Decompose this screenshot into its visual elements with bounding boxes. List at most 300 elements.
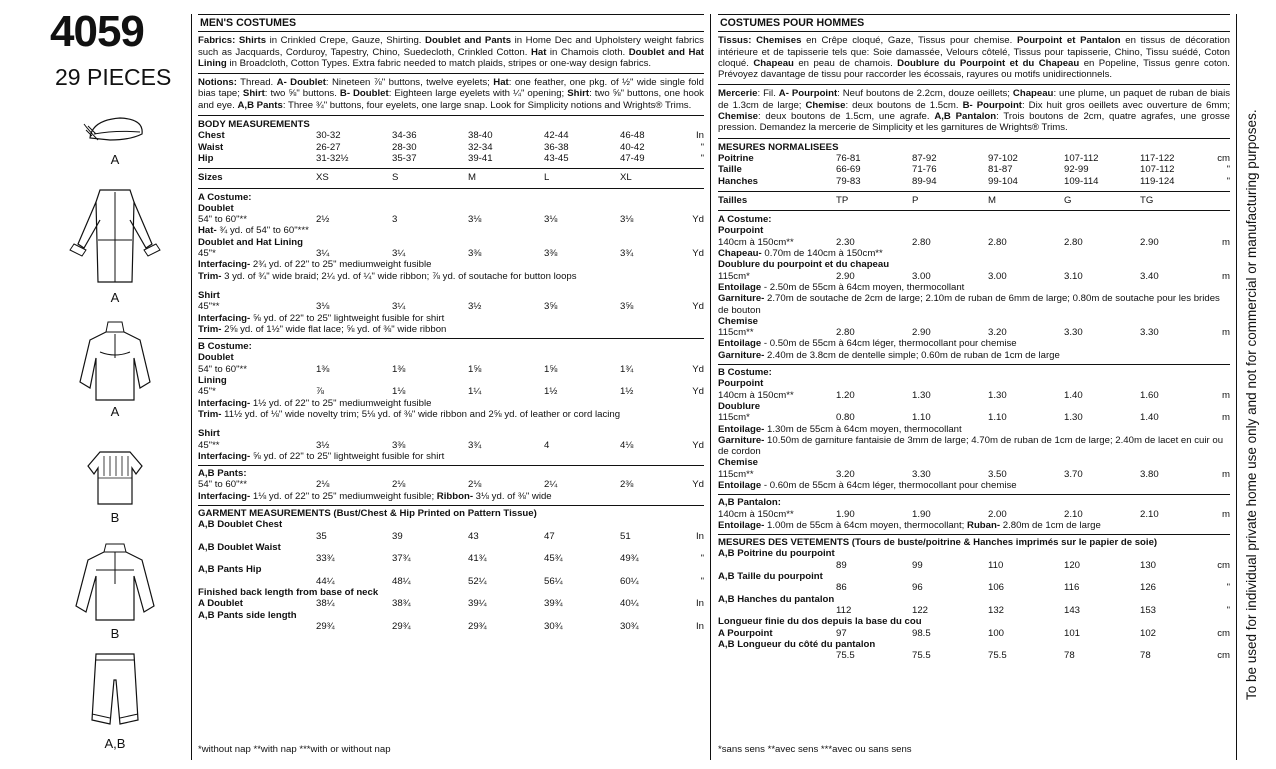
row-heading: Shirt	[198, 428, 220, 440]
note-text: 1.00m de 55cm à 64cm moyen, thermocollant;	[764, 519, 968, 531]
sizes-row	[198, 172, 704, 183]
cell: 1.30	[1064, 412, 1083, 424]
cell: 97	[836, 627, 847, 639]
bold-term: Chapeau	[753, 57, 794, 69]
cell: In	[695, 620, 704, 632]
cell: 3¼	[392, 301, 406, 313]
paragraph-text: en Popeline, Tissus genre coton. Prévoyez davantage de tissu pour raccorder les écossais, rayures ou motifs unidirectionnels.	[718, 57, 1230, 81]
bold-term: Mercerie	[718, 88, 758, 100]
cell: 106	[988, 582, 1005, 594]
row-label: A Pourpoint	[718, 627, 773, 639]
note-term: Garniture-	[718, 349, 765, 361]
note-text: 1½ yd. of 22" to 25" mediumweight fusible	[250, 397, 432, 409]
cell: 1⅜	[392, 363, 406, 375]
cell: 0.80	[836, 412, 855, 424]
row-label	[718, 582, 836, 593]
row-heading: GARMENT MEASUREMENTS (Bust/Chest & Hip Printed on Pattern Tissue)	[198, 507, 537, 519]
cell: "	[700, 553, 704, 565]
cell: 126	[1140, 582, 1157, 594]
cell: 35-37	[392, 152, 417, 164]
cell: 26-27	[316, 141, 341, 153]
row-label: 140cm à 150cm**	[718, 236, 794, 248]
paragraph-text: : two ⅝" buttons, one hook and eye.	[198, 88, 704, 111]
note-text: ⅝ yd. of 22" to 25" lightweight fusible for shirt	[250, 450, 445, 462]
note-term: Entoilage	[718, 281, 762, 293]
row-heading: Pourpoint	[718, 378, 764, 390]
cell: 2.90	[912, 327, 931, 339]
note-term: Trim-	[198, 323, 222, 335]
cell: 3.00	[988, 270, 1007, 282]
note-line	[198, 398, 704, 409]
size-cell: TG	[1140, 194, 1154, 206]
note-term: Entoilage	[718, 479, 762, 491]
cell: 2.30	[836, 236, 855, 248]
cell: cm	[1217, 152, 1230, 164]
cell: 3¾	[620, 248, 634, 260]
shirt-b-vest-illustration	[40, 448, 190, 525]
note-text: 2.80m de 1cm de large	[1000, 519, 1101, 531]
row-heading: Doublure du pourpoint et du chapeau	[718, 259, 890, 271]
cell: 81-87	[988, 164, 1013, 176]
notions-paragraph	[718, 88, 1230, 133]
row-heading: A,B Poitrine du pourpoint	[718, 548, 835, 560]
note-text: 11½ yd. of ⅛" wide novelty trim; 5⅛ yd. of ⅜" wide ribbon and 2⅝ yd. of leather or cord lacing	[221, 408, 621, 420]
note-term: Garniture-	[718, 434, 765, 446]
row-heading: Doublet	[198, 352, 234, 364]
pants-illustration	[40, 650, 190, 751]
sizes-label: Tailles	[718, 194, 748, 206]
cell: 1.30	[988, 389, 1007, 401]
paragraph-text: : Dix huit gros oeillets avec ouverture de 6mm;	[1022, 99, 1230, 111]
cell: 3.10	[1064, 270, 1083, 282]
cell: 3.30	[1064, 327, 1083, 339]
cell: 3½	[316, 439, 330, 451]
bold-term: Shirt	[242, 88, 265, 100]
cell: 34-36	[392, 130, 417, 142]
cell: ⅞	[316, 386, 325, 398]
row-heading: Doublet	[198, 202, 234, 214]
view-label: A	[110, 404, 120, 419]
size-cell: G	[1064, 194, 1072, 206]
cell: 132	[988, 604, 1005, 616]
cell: 92-99	[1064, 164, 1089, 176]
cell: 1.40	[1140, 412, 1159, 424]
cell: cm	[1217, 559, 1230, 571]
note-term: Hat-	[198, 225, 217, 237]
cell: 52¼	[468, 575, 487, 587]
note-line	[198, 225, 704, 236]
cell: 43-45	[544, 152, 569, 164]
cell: 35	[316, 530, 327, 542]
paragraph-text: in Chamois cloth.	[546, 46, 629, 58]
cell: 3.00	[912, 270, 931, 282]
cell: 47	[544, 530, 555, 542]
cell: 3.80	[1140, 468, 1159, 480]
fabrics-paragraph	[718, 35, 1230, 80]
cell: 2.80	[1064, 236, 1083, 248]
body-measurements-title: BODY MEASUREMENTS	[198, 119, 310, 131]
note-line	[718, 424, 1230, 435]
cell: 30¾	[544, 620, 563, 632]
cell: Yd	[692, 386, 704, 398]
cell: 116	[1064, 582, 1080, 594]
note-term: Entoilage-	[718, 519, 765, 531]
row-label: 45"*	[198, 248, 216, 260]
note-text: 1⅛ yd. of 22" to 25" mediumweight fusible;	[250, 490, 437, 502]
cell: 42-44	[544, 130, 569, 142]
cell: 3⅛	[544, 214, 558, 226]
row-label	[718, 650, 836, 661]
cell: 153	[1140, 604, 1157, 616]
paragraph-text: in Crinkled Crepe, Gauze, Shirting.	[266, 35, 426, 47]
view-label: A	[110, 290, 120, 305]
cell: 119-124	[1140, 175, 1175, 187]
cell: 75.5	[988, 650, 1007, 662]
note-line	[718, 520, 1230, 531]
bold-term: Doublure du Pourpoint et du Chapeau	[897, 57, 1080, 69]
cell: 3.30	[1140, 327, 1159, 339]
cell: 79-83	[836, 175, 861, 187]
note-line	[198, 271, 704, 282]
cell: 3⅝	[544, 301, 558, 313]
cell: 43	[468, 530, 479, 542]
cell: 109-114	[1064, 175, 1099, 187]
cell: 2.80	[836, 327, 855, 339]
size-cell: XL	[620, 172, 632, 184]
cell: 46-48	[620, 130, 645, 142]
cell: 36-38	[544, 141, 569, 153]
size-cell: M	[988, 194, 996, 206]
cell: 117-122	[1140, 152, 1175, 164]
row-heading: Doublet and Hat Lining	[198, 236, 303, 248]
cell: 30¾	[620, 620, 639, 632]
cell: 130	[1140, 559, 1157, 571]
note-line	[718, 338, 1230, 349]
cell: m	[1222, 508, 1230, 520]
cell: 1½	[620, 386, 634, 398]
cell: 30-32	[316, 130, 341, 142]
cell: 2.90	[836, 270, 855, 282]
cell: 37¾	[392, 553, 411, 565]
row-label: 115cm*	[718, 412, 750, 424]
cell: 3⅛	[316, 301, 330, 313]
cell: 1.90	[836, 508, 855, 520]
cell: 39¾	[544, 598, 563, 610]
cell: 28-30	[392, 141, 417, 153]
yardage-table	[198, 192, 704, 633]
row-heading: A,B Pantalon:	[718, 497, 781, 509]
section-title: MEN'S COSTUMES	[198, 14, 704, 32]
cell: 101	[1064, 627, 1081, 639]
row-label	[198, 553, 316, 564]
bold-term: Fabrics: Shirts	[198, 35, 267, 47]
cell: 48¼	[392, 575, 411, 587]
row-heading: MESURES DES VETEMENTS (Tours de buste/poitrine & Hanches imprimés sur le papier de soie)	[718, 537, 1158, 549]
cell: 2¼	[544, 479, 558, 491]
bold-term: Chapeau	[1012, 88, 1054, 100]
cell: 38¾	[392, 598, 411, 610]
row-heading: A,B Pants side length	[198, 609, 297, 621]
row-heading: A,B Taille du pourpoint	[718, 571, 823, 583]
cell: 29¾	[468, 620, 487, 632]
cell: 87-92	[912, 152, 937, 164]
bold-term: Chemise	[718, 111, 758, 123]
row-label: 140cm à 150cm**	[718, 389, 794, 401]
shirt-b-illustration	[40, 540, 190, 641]
usage-note: To be used for individual private home use only and not for commercial or manufacturing purposes.	[1244, 109, 1259, 700]
bold-term: B- Pourpoint	[962, 99, 1022, 111]
cell: 1.40	[1064, 389, 1083, 401]
cell: 96	[912, 582, 923, 594]
cell: 38-40	[468, 130, 493, 142]
cell: 45¾	[544, 553, 563, 565]
view-label: A	[110, 152, 120, 167]
note-text: - 2.50m de 55cm à 64cm moyen, thermocollant	[761, 281, 965, 293]
row-heading: B Costume:	[718, 367, 772, 379]
cell: "	[700, 152, 704, 164]
paragraph-text: en tissus de décoration intérieure et de tapisserie tels que: Soie damassée, Velours côtelé, Tissus pour tapisserie, Chino, Tissu suédé, Coton cloqué.	[718, 35, 1230, 69]
cell: In	[695, 530, 704, 542]
note-text: 2¾ yd. of 22" to 25" mediumweight fusible	[250, 259, 432, 271]
note-term: Ribbon-	[436, 490, 474, 502]
cell: 3.20	[988, 327, 1007, 339]
row-label: 140cm à 150cm**	[718, 508, 794, 520]
cell: 3¼	[316, 248, 330, 260]
body-measurements-table	[198, 119, 704, 164]
sizes-row	[718, 195, 1230, 206]
row-heading: A,B Pants Hip	[198, 564, 262, 576]
french-column	[718, 14, 1230, 661]
row-heading: A Costume:	[718, 214, 772, 226]
notions-paragraph	[198, 77, 704, 111]
paragraph-text: in Home Dec and Upholstery weight fabrics such as Jacquards, Corduroy, Tapestry, Chino, Suedecloth, Crinkled Cotton.	[198, 35, 704, 58]
row-label: Chest	[198, 130, 225, 142]
hat-illustration	[40, 110, 190, 167]
cell: m	[1222, 412, 1230, 424]
cell: 122	[912, 604, 929, 616]
note-term: Interfacing-	[198, 312, 251, 324]
row-heading: A Costume:	[198, 191, 252, 203]
row-label: Waist	[198, 141, 224, 153]
section-title: COSTUMES POUR HOMMES	[718, 14, 1230, 32]
cell: 1.10	[912, 412, 931, 424]
paragraph-text: : Nineteen ⅞" buttons, twelve eyelets;	[325, 77, 494, 89]
cell: m	[1222, 468, 1230, 480]
cell: 3⅜	[392, 439, 406, 451]
paragraph-text: : Trois boutons de 2cm, quatre agrafes, une grosse pression. Demandez la mercerie de Simplicity et les garnitures de Wrights® Trims.	[718, 111, 1231, 134]
cell: 40¼	[620, 598, 639, 610]
cell: 3¾	[468, 439, 482, 451]
note-line	[718, 435, 1230, 458]
cell: 75.5	[836, 650, 855, 662]
row-heading: A,B Doublet Waist	[198, 541, 281, 553]
cell: 100	[988, 627, 1005, 639]
cell: cm	[1217, 650, 1230, 662]
english-column	[198, 14, 704, 632]
bold-term: A,B Pants	[237, 99, 283, 111]
paragraph-text: : deux boutons de 1.5cm.	[845, 99, 963, 111]
cell: 33¾	[316, 553, 335, 565]
shirt-a-illustration	[40, 318, 190, 419]
cell: 32-34	[468, 141, 493, 153]
cell: 3.50	[988, 468, 1007, 480]
paragraph-text: Thread.	[236, 77, 277, 89]
note-term: Ruban-	[967, 519, 1001, 531]
row-label	[198, 576, 316, 587]
note-term: Trim-	[198, 270, 222, 282]
size-cell: L	[544, 172, 550, 184]
cell: 102	[1140, 627, 1157, 639]
cell: 51	[620, 530, 631, 542]
note-text: 2.70m de soutache de 2cm de large; 2.10m de ruban de 6mm de large; 0.80m de soutache pour les brides de bouton	[718, 293, 1220, 316]
row-label: 45"*	[198, 386, 216, 398]
cell: "	[1226, 164, 1230, 176]
cell: In	[695, 130, 704, 142]
size-cell: M	[468, 172, 476, 184]
note-text: - 0.50m de 55cm à 64cm léger, thermocollant pour chemise	[761, 338, 1017, 350]
cell: "	[1226, 582, 1230, 594]
cell: 3⅜	[544, 248, 558, 260]
row-label	[198, 621, 316, 632]
cell: 143	[1064, 604, 1081, 616]
paragraph-text: : Neuf boutons de 2.2cm, douze oeillets;	[837, 88, 1013, 100]
cell: 4	[544, 439, 550, 451]
cell: 2⅜	[620, 479, 634, 491]
cell: 2⅛	[316, 479, 330, 491]
cell: 98.5	[912, 627, 931, 639]
row-label: 54" to 60"**	[198, 363, 247, 375]
bold-term: Doublet and Pants	[425, 35, 512, 47]
row-label	[718, 605, 836, 616]
row-heading: Doublure	[718, 400, 761, 412]
cell: 3.70	[1064, 468, 1083, 480]
cell: 39-41	[468, 152, 493, 164]
view-label: A,B	[104, 736, 126, 751]
fabrics-paragraph	[198, 35, 704, 69]
note-term: Interfacing-	[198, 450, 251, 462]
note-line	[718, 282, 1230, 293]
note-term: Interfacing-	[198, 490, 251, 502]
row-label: 115cm**	[718, 468, 754, 480]
bold-term: Hat	[493, 77, 509, 89]
cell: 78	[1140, 650, 1151, 662]
note-line	[718, 293, 1230, 316]
note-text: 10.50m de garniture fantaisie de 3mm de large; 4.70m de ruban de 1cm de large; 2.40m de lacet en cuir ou de cordon	[718, 434, 1224, 458]
cell: 120	[1064, 559, 1081, 571]
row-label: 45"**	[198, 301, 220, 313]
cell: 2⅛	[392, 479, 406, 491]
bold-term: A- Pourpoint	[778, 88, 838, 100]
row-label: 54" to 60"**	[198, 479, 247, 491]
cell: 2.90	[1140, 236, 1159, 248]
bold-term: B- Doublet	[339, 88, 389, 100]
cell: 47-49	[620, 152, 645, 164]
cell: 1.30	[912, 389, 931, 401]
view-label: B	[110, 626, 120, 641]
note-line	[718, 248, 1230, 259]
note-line	[198, 409, 704, 420]
body-measurements-title: MESURES NORMALISEES	[718, 141, 839, 153]
note-text: 2⅝ yd. of 1½" wide flat lace; ⅝ yd. of ⅜" wide ribbon	[221, 323, 447, 335]
note-line	[718, 480, 1230, 491]
cell: 112	[836, 604, 852, 616]
row-label: Hanches	[718, 175, 758, 187]
cell: "	[1226, 604, 1230, 616]
cell: 71-76	[912, 164, 937, 176]
cell: m	[1222, 327, 1230, 339]
cell: In	[695, 598, 704, 610]
note-text: ⅝ yd. of 22" to 25" lightweight fusible for shirt	[250, 312, 445, 324]
row-heading: Pourpoint	[718, 225, 764, 237]
cell: 3	[392, 214, 398, 226]
cell: 3.40	[1140, 270, 1159, 282]
note-line	[198, 324, 704, 335]
cell: 1⅝	[544, 363, 558, 375]
cell: 3⅛	[620, 214, 634, 226]
cell: 66-69	[836, 164, 861, 176]
paragraph-text: en peau de chamois.	[793, 57, 898, 69]
view-label: B	[110, 510, 120, 525]
note-text: 3 yd. of ¾" wide braid; 2¼ yd. of ¼" wide ribbon; ⅞ yd. of soutache for button loops	[221, 270, 577, 282]
cell: 2.10	[1064, 508, 1083, 520]
cell: 2½	[316, 214, 330, 226]
paragraph-text: en Crêpe cloqué, Gaze, Tissus pour chemise.	[801, 35, 1017, 47]
row-heading: Finished back length from base of neck	[198, 587, 379, 599]
row-label: 45"**	[198, 439, 220, 451]
row-heading: A,B Pants:	[198, 468, 247, 480]
row-heading: Longueur finie du dos depuis la base du cou	[718, 616, 922, 628]
row-label: A Doublet	[198, 598, 243, 610]
bold-term: Doublet and Hat Lining	[198, 46, 704, 69]
note-line	[198, 313, 704, 324]
note-line	[198, 259, 704, 270]
cell: 86	[836, 582, 847, 594]
size-cell: S	[392, 172, 399, 184]
sizes-label: Sizes	[198, 172, 223, 184]
paragraph-text: : une plume, un paquet de ruban de biais de 1.3cm de large;	[718, 88, 1230, 111]
body-measurements-table	[718, 142, 1230, 187]
cell: 89	[836, 559, 847, 571]
cell: 1⅜	[316, 363, 330, 375]
row-label: Poitrine	[718, 152, 754, 164]
cell: 2⅛	[468, 479, 482, 491]
cell: 38¼	[316, 598, 335, 610]
cell: 1⅝	[468, 363, 482, 375]
doublet-illustration	[40, 182, 190, 305]
pattern-number: 4059	[50, 7, 144, 56]
cell: 39¼	[468, 598, 487, 610]
cell: 60¼	[620, 575, 639, 587]
cell: 75.5	[912, 650, 931, 662]
cell: 2.00	[988, 508, 1007, 520]
size-cell: P	[912, 194, 919, 206]
row-label: Taille	[718, 164, 742, 176]
cell: Yd	[692, 439, 704, 451]
bold-term: A,B Pantalon	[934, 111, 997, 123]
cell: 3⅝	[620, 301, 634, 313]
cell: 110	[988, 559, 1004, 571]
note-text: - 0.60m de 55cm à 64cm léger, thermocollant pour chemise	[761, 479, 1017, 491]
bold-term: Notions:	[198, 77, 237, 89]
cell: 41¾	[468, 553, 487, 565]
cell: m	[1222, 236, 1230, 248]
row-heading: A,B Longueur du côté du pantalon	[718, 638, 876, 650]
cell: 78	[1064, 650, 1075, 662]
note-term: Entoilage	[718, 338, 762, 350]
note-line	[718, 350, 1230, 361]
bold-term: Chemise	[805, 99, 846, 111]
cell: 3.20	[836, 468, 855, 480]
